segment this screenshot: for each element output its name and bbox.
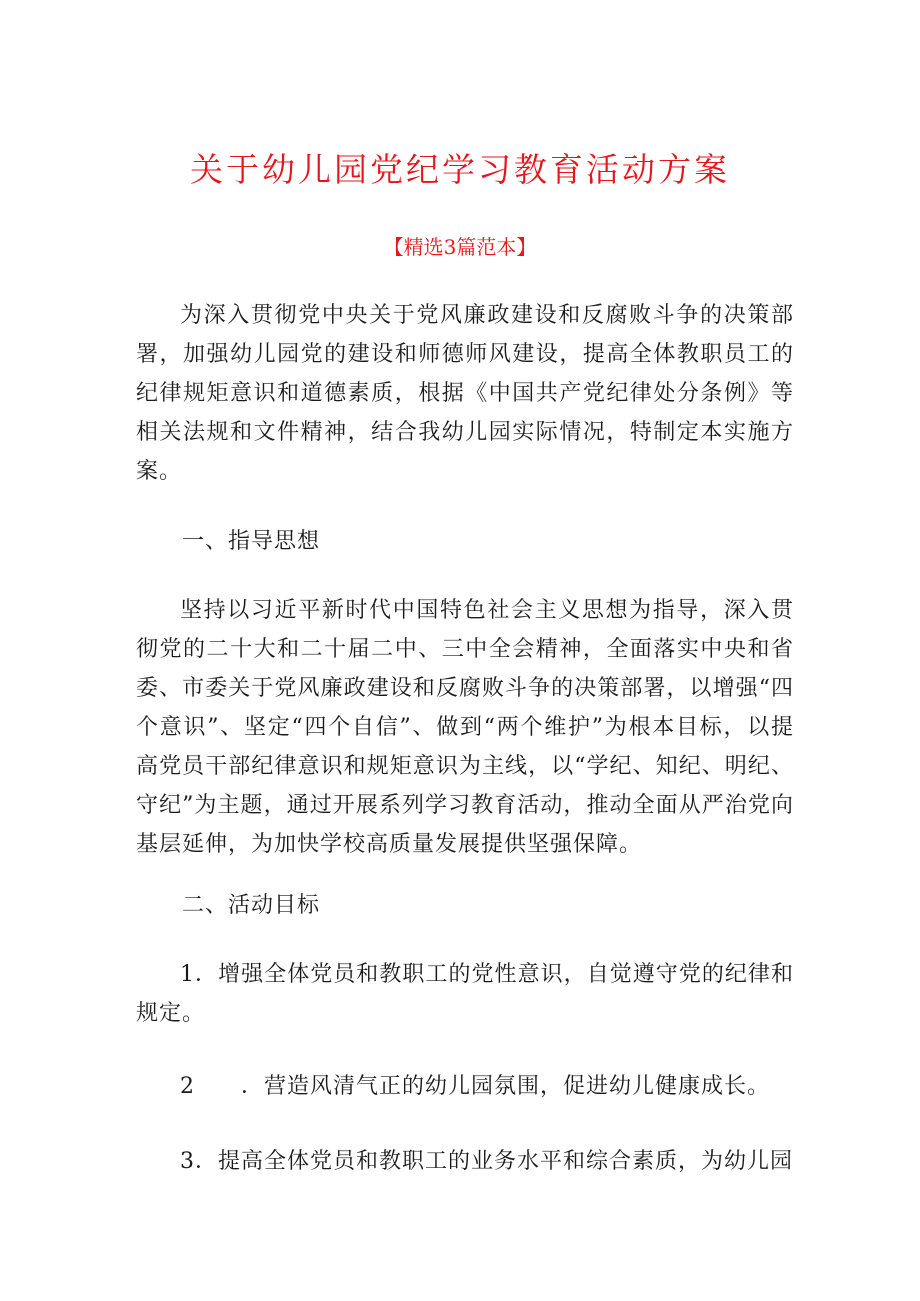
section-heading-guiding-ideology: 一、指导思想 [182,529,321,554]
document-subtitle: 【精选3篇范本】 [383,235,537,259]
guiding-ideology-paragraph: 坚持以习近平新时代中国特色社会主义思想为指导，深入贯彻党的二十大和二十届二中、三中全会精神，全面落实中央和省委、市委关于党风廉政建设和反腐败斗争的决策部署，以增强“四个意识”、坚定“四个自信”、做到“两个维护”为根本目标，以提高党员干部纪律意识和规矩意识为主线，以“学纪、知纪、明纪、守纪”为主题，通过开展系列学习教育活动，推动全面从严治党向基层延伸，为加快学校高质量发展提供坚强保障。 [136,598,794,857]
intro-paragraph: 为深入贯彻党中央关于党风廉政建设和反腐败斗争的决策部署，加强幼儿园党的建设和师德师风建设，提高全体教职员工的纪律规矩意识和道德素质，根据《中国共产党纪律处分条例》等相关法规和文件精神，结合我幼儿园实际情况，特制定本实施方案。 [136,303,794,484]
document-title: 关于幼儿园党纪学习教育活动方案 [190,150,730,189]
goal-item-2: 2 ．营造风清气正的幼儿园氛围，促进幼儿健康成长。 [180,1074,770,1099]
goal-item-1: 1．增强全体党员和教职工的党性意识，自觉遵守党的纪律和规定。 [136,962,794,1026]
section-heading-activity-goals: 二、活动目标 [182,893,321,918]
goal-item-3: 3．提高全体党员和教职工的业务水平和综合素质，为幼儿园 [180,1149,793,1174]
